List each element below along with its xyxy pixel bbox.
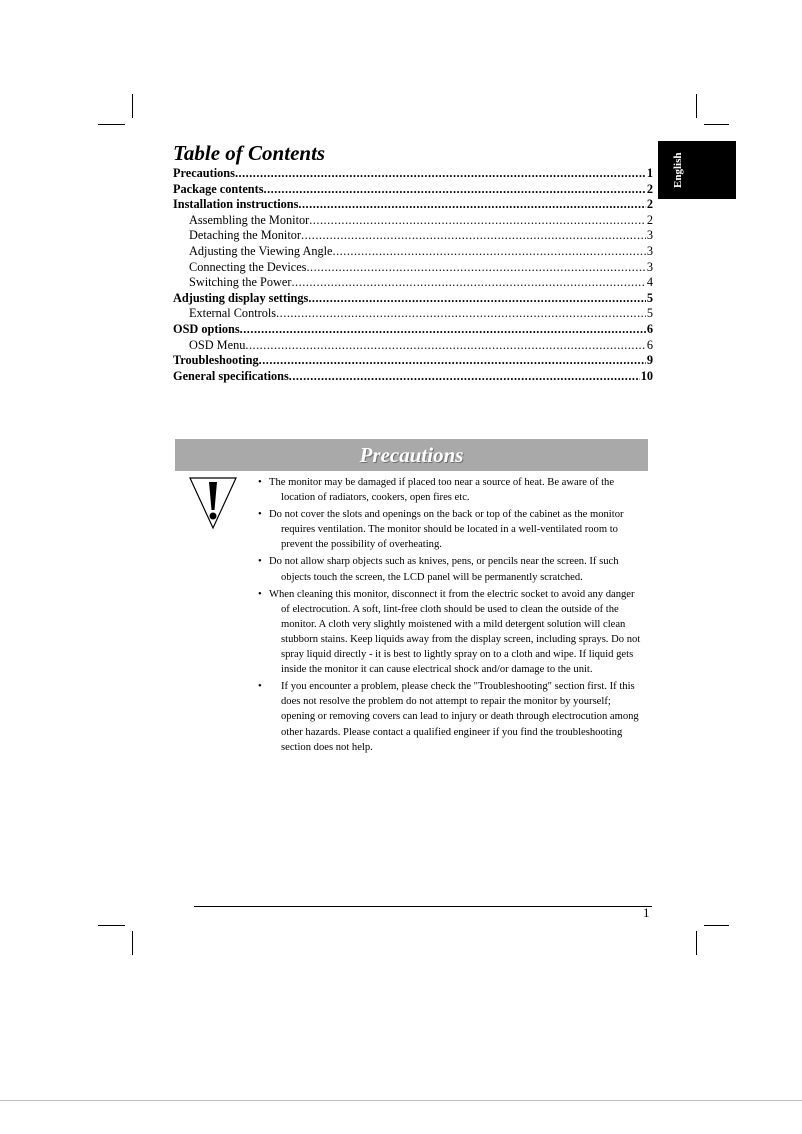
bullet: • [258,588,262,600]
toc-entry-label: OSD options [173,321,240,336]
toc-entry-label: Package contents [173,181,264,196]
toc-entry-page: 10 [640,368,653,383]
precaution-item [258,679,642,754]
precautions-banner [175,439,648,471]
toc-entry[interactable] [173,353,653,369]
toc-leader [309,213,646,229]
table-of-contents [173,166,653,384]
toc-entry-label: General specifications [173,368,289,383]
toc-entry-page: 5 [646,290,653,305]
toc-leader [240,322,646,338]
toc-entry-label: Assembling the Monitor [189,212,310,227]
toc-entry[interactable] [173,275,653,291]
toc-entry-label: Connecting the Devices [189,259,307,274]
toc-leader [259,353,646,369]
toc-entry[interactable] [173,213,653,229]
precaution-item [258,475,642,505]
toc-entry-label: Precautions [173,166,235,180]
toc-entry-page: 2 [646,181,653,196]
crop-mark [98,124,125,125]
crop-mark [132,94,133,118]
toc-leader [308,291,646,307]
precaution-item [258,507,642,552]
toc-title: Table of Contents [173,141,326,165]
toc-entry-page: 1 [646,166,653,180]
precaution-text: If you encounter a problem, please check the "Troubleshooting" section first. If this does not resolve the problem do not attempt to repair the monitor by yourself; opening or removing covers can lead to injury or death through electrocution among other hazards. Please contact a qualified engineer if you find the troubleshooting section does not help. [281,681,639,753]
language-tab [658,141,736,199]
toc-leader [291,275,645,291]
toc-entry-label: Switching the Power [189,275,292,290]
toc-entry-page: 6 [646,321,653,336]
footer-rule [194,906,652,907]
bullet: • [258,556,262,568]
toc-entry-page: 3 [646,243,653,258]
page-number: 1 [643,905,650,920]
toc-entry[interactable] [173,182,653,198]
crop-mark [98,925,125,926]
toc-entry-page: 3 [646,259,653,274]
toc-leader [333,244,646,260]
toc-entry-page: 2 [646,197,653,212]
toc-entry-page: 9 [646,353,653,368]
toc-leader [298,197,645,213]
toc-entry[interactable] [173,338,653,354]
precaution-text: The monitor may be damaged if placed too near a source of heat. Be aware of the location of radiators, cookers, open fires etc. [269,477,615,504]
precautions-title: Precautions [359,442,464,467]
crop-mark [696,94,697,118]
toc-entry-page: 5 [646,306,653,321]
precaution-text: Do not allow sharp objects such as knives, pens, or pencils near the screen. If such objects touch the screen, the LCD panel will be permanently scratched. [269,556,619,583]
toc-entry[interactable] [173,260,653,276]
warning-icon [188,476,238,530]
toc-entry-page: 2 [646,212,653,227]
language-tab-label: English [672,152,684,188]
crop-mark [704,124,729,125]
toc-entry[interactable] [173,369,653,385]
page-edge [0,1100,802,1101]
toc-entry-page: 4 [646,275,653,290]
toc-entry[interactable] [173,244,653,260]
toc-entry-label: Adjusting the Viewing Angle [189,243,333,258]
precaution-text: When cleaning this monitor, disconnect it from the electric socket to avoid any danger of electrocution. A soft, lint-free cloth should be used to clean the outside of the monitor. A cloth very slightly moistened with a mild detergent solution will clean stubborn stains. Keep liquids away from the display screen, including sprays. Do not spray liquid directly - it is best to lightly spray on to a cloth and wipe. If liquid gets inside the monitor it can cause electrical shock and/or damage to the unit. [269,588,641,676]
toc-leader [289,369,640,385]
crop-mark [704,925,729,926]
crop-mark [132,931,133,955]
toc-entry[interactable] [173,306,653,322]
toc-entry[interactable] [173,166,653,182]
bullet: • [258,477,262,488]
toc-entry[interactable] [173,197,653,213]
toc-entry-page: 3 [646,228,653,243]
precautions-list [258,475,642,757]
toc-entry-page: 6 [646,337,653,352]
crop-mark [696,931,697,955]
toc-leader [235,166,646,182]
toc-leader [276,306,646,322]
toc-leader [306,260,645,276]
toc-entry[interactable] [173,228,653,244]
toc-entry[interactable] [173,291,653,307]
toc-entry-label: Detaching the Monitor [189,228,302,243]
toc-entry[interactable] [173,322,653,338]
toc-entry-label: Adjusting display settings [173,290,309,305]
toc-leader [264,182,646,198]
toc-entry-label: OSD Menu [189,337,246,352]
toc-entry-label: External Controls [189,306,277,321]
precaution-item [258,554,642,584]
bullet: • [258,509,262,521]
toc-entry-label: Installation instructions [173,197,299,212]
toc-leader [301,228,646,244]
precaution-text: Do not cover the slots and openings on the back or top of the cabinet as the monitor requires ventilation. The monitor should be located in a well-ventilated room to prevent the possibility of overheating. [269,509,624,551]
toc-leader [245,338,645,354]
bullet: • [258,681,262,693]
toc-entry-label: Troubleshooting [173,353,259,368]
precaution-item [258,587,642,678]
